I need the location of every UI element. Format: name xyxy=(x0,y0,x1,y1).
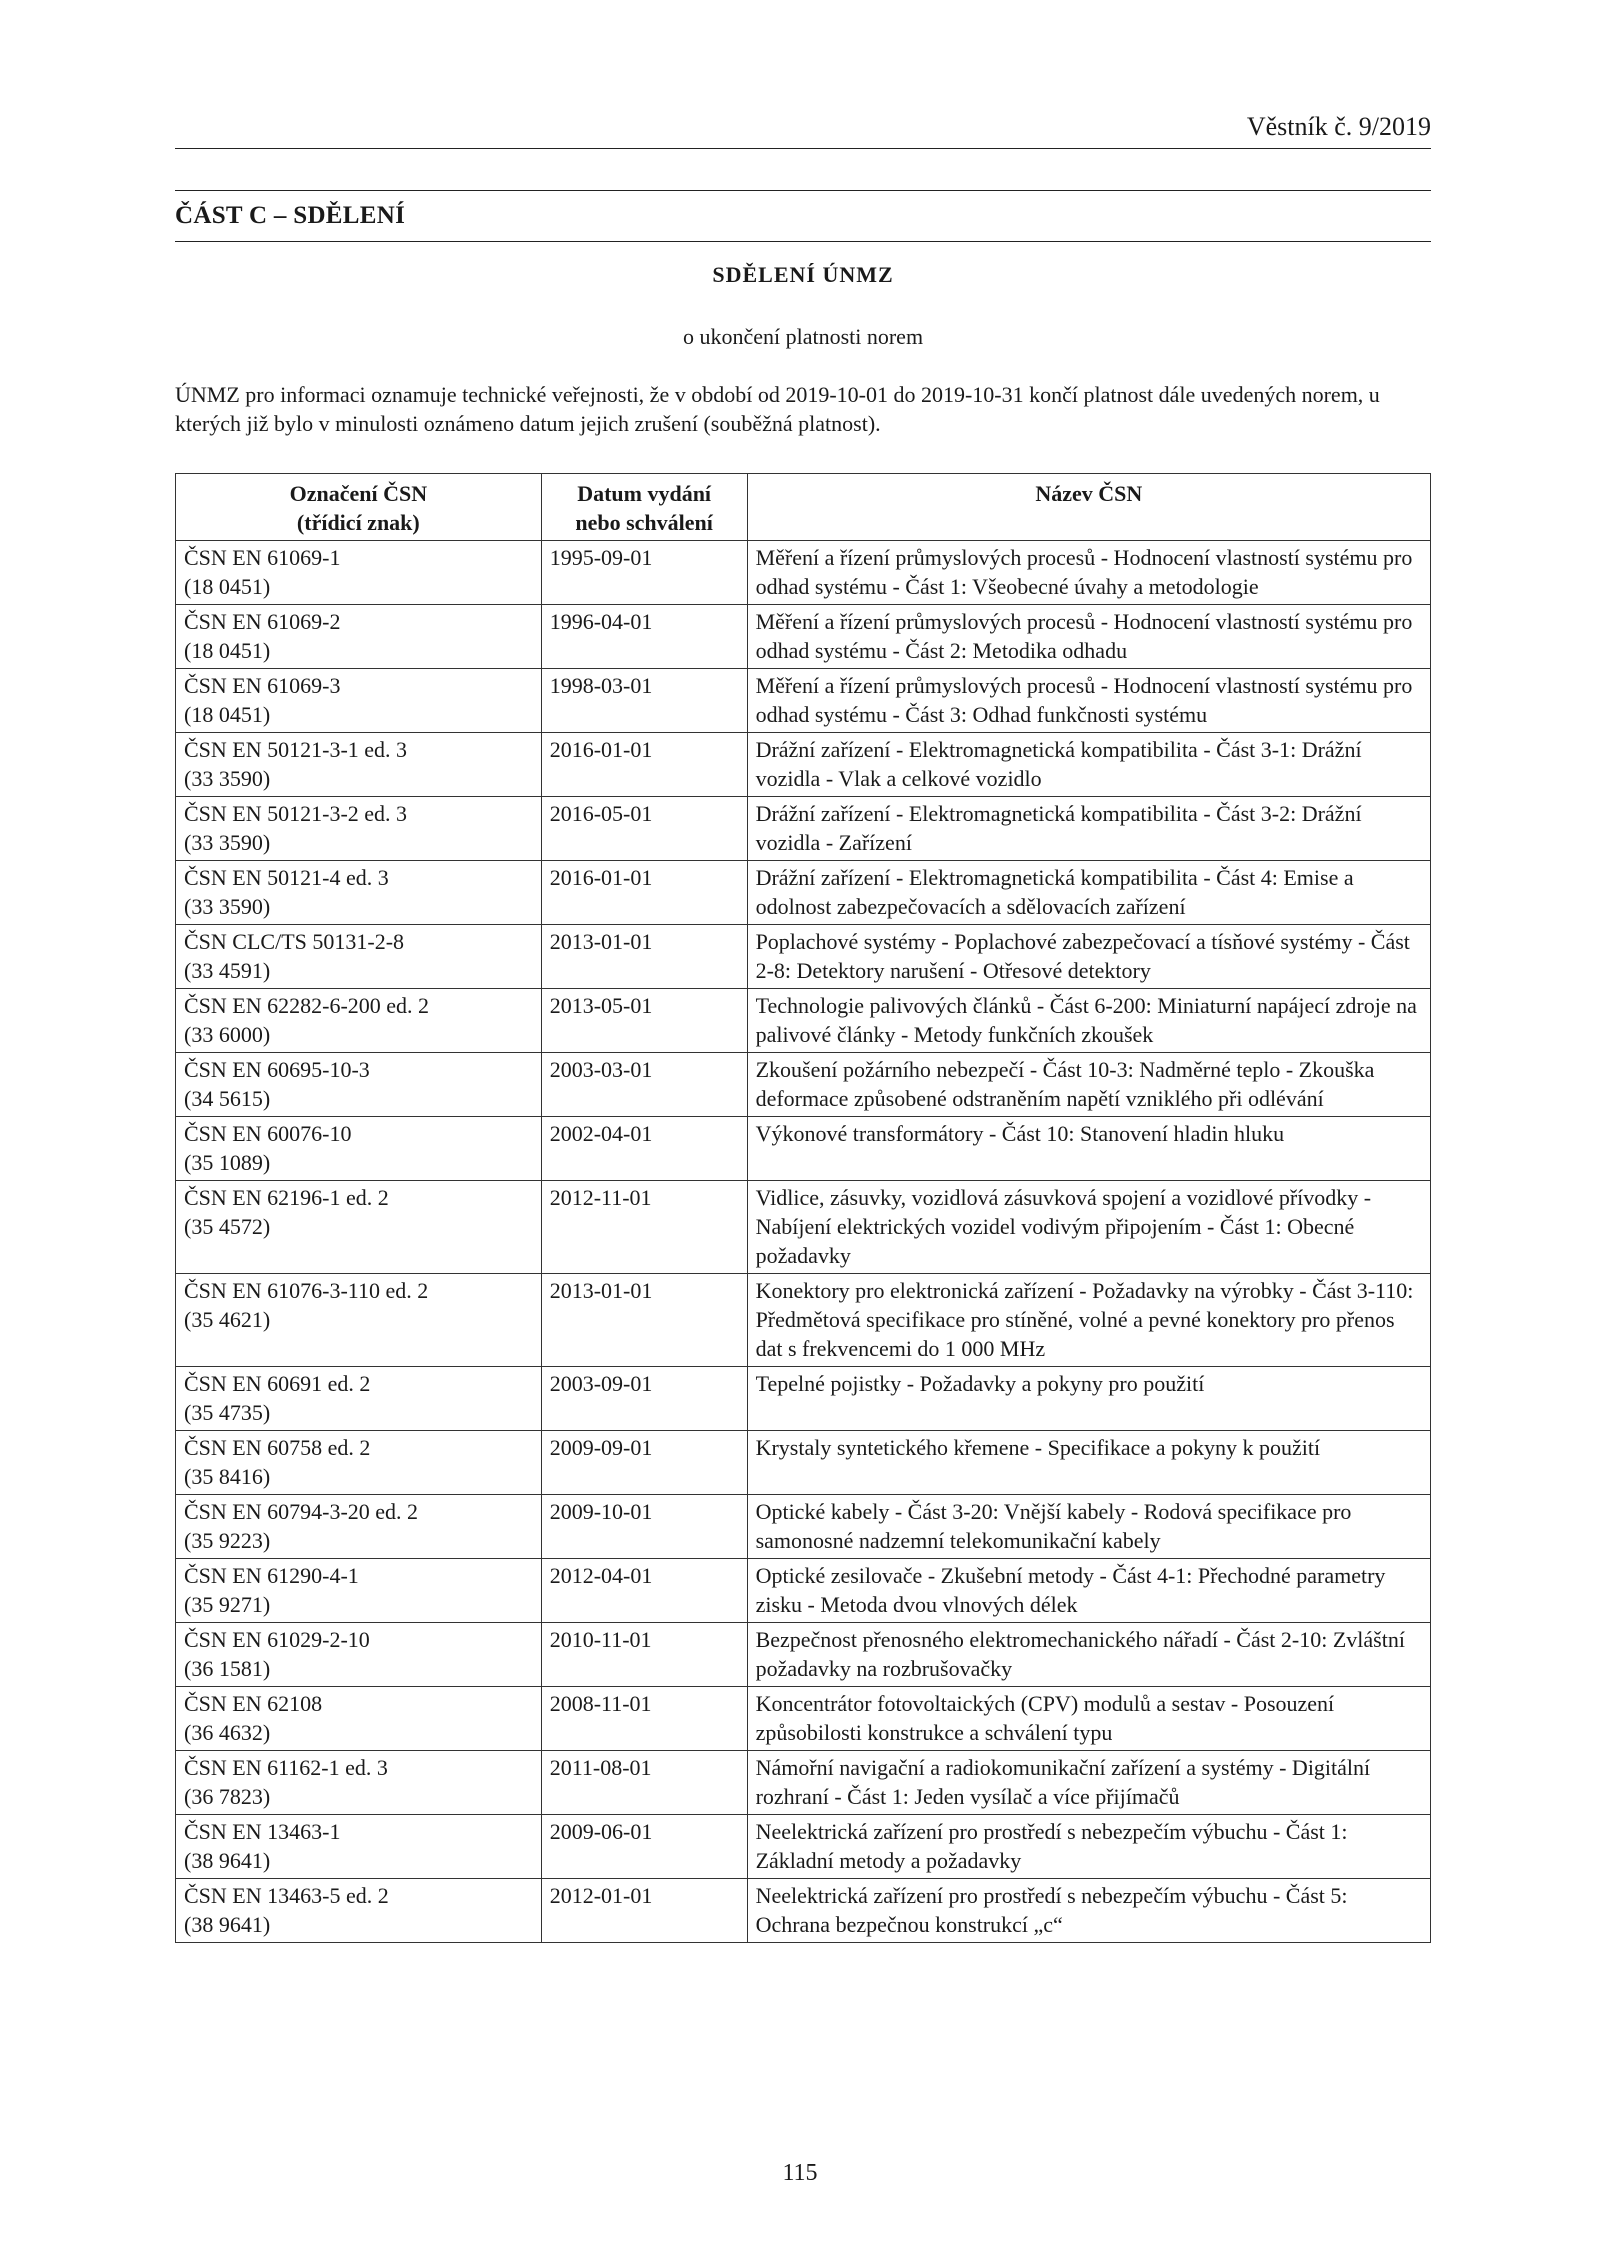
sorting-code: (33 3590) xyxy=(184,830,271,855)
cell-designation xyxy=(176,1495,542,1559)
header-date xyxy=(541,474,747,541)
cell-designation xyxy=(176,1687,542,1751)
cell-designation xyxy=(176,669,542,733)
cell-title: Neelektrická zařízení pro prostředí s nebezpečím výbuchu - Část 1: Základní metody a požadavky xyxy=(747,1815,1430,1879)
table-row xyxy=(176,541,1431,605)
sorting-code: (18 0451) xyxy=(184,574,271,599)
sorting-code: (33 3590) xyxy=(184,894,271,919)
csn-designation: ČSN EN 50121-4 ed. 3 xyxy=(184,865,389,890)
sorting-code: (34 5615) xyxy=(184,1086,271,1111)
cell-date: 2013-05-01 xyxy=(541,989,747,1053)
table-row xyxy=(176,1053,1431,1117)
cell-designation xyxy=(176,861,542,925)
cell-title: Koncentrátor fotovoltaických (CPV) modulů a sestav - Posouzení způsobilosti konstrukce a schválení typu xyxy=(747,1687,1430,1751)
cell-designation xyxy=(176,1053,542,1117)
cell-title: Krystaly syntetického křemene - Specifikace a pokyny k použití xyxy=(747,1431,1430,1495)
csn-designation: ČSN CLC/TS 50131-2-8 xyxy=(184,929,405,954)
cell-title: Výkonové transformátory - Část 10: Stanovení hladin hluku xyxy=(747,1117,1430,1181)
cell-date: 1998-03-01 xyxy=(541,669,747,733)
cell-date: 2013-01-01 xyxy=(541,1274,747,1367)
cell-date: 1995-09-01 xyxy=(541,541,747,605)
table-row xyxy=(176,861,1431,925)
sorting-code: (36 7823) xyxy=(184,1784,271,1809)
header-date-line2: nebo schválení xyxy=(575,510,713,535)
sorting-code: (38 9641) xyxy=(184,1848,271,1873)
csn-designation: ČSN EN 50121-3-2 ed. 3 xyxy=(184,801,408,826)
journal-header: Věstník č. 9/2019 xyxy=(175,112,1431,149)
notice-title: SDĚLENÍ ÚNMZ xyxy=(712,262,894,287)
cell-designation xyxy=(176,797,542,861)
table-row xyxy=(176,925,1431,989)
header-date-line1: Datum vydání xyxy=(577,481,712,506)
csn-designation: ČSN EN 50121-3-1 ed. 3 xyxy=(184,737,408,762)
sorting-code: (18 0451) xyxy=(184,702,271,727)
cell-date: 2009-10-01 xyxy=(541,1495,747,1559)
cell-designation xyxy=(176,1181,542,1274)
cell-title: Drážní zařízení - Elektromagnetická kompatibilita - Část 3-1: Drážní vozidla - Vlak a celkové vozidlo xyxy=(747,733,1430,797)
csn-designation: ČSN EN 62282-6-200 ed. 2 xyxy=(184,993,430,1018)
cell-designation xyxy=(176,1623,542,1687)
cell-designation xyxy=(176,1815,542,1879)
sorting-code: (33 3590) xyxy=(184,766,271,791)
csn-designation: ČSN EN 60758 ed. 2 xyxy=(184,1435,371,1460)
table-row xyxy=(176,605,1431,669)
header-designation-line1: Označení ČSN xyxy=(289,481,428,506)
csn-designation: ČSN EN 61069-3 xyxy=(184,673,341,698)
standards-table xyxy=(175,473,1431,1943)
cell-title: Měření a řízení průmyslových procesů - Hodnocení vlastností systému pro odhad systému - Část 1: Všeobecné úvahy a metodologie xyxy=(747,541,1430,605)
table-row xyxy=(176,1181,1431,1274)
table-header-row xyxy=(176,474,1431,541)
cell-designation xyxy=(176,1117,542,1181)
cell-designation xyxy=(176,989,542,1053)
cell-title: Neelektrická zařízení pro prostředí s nebezpečím výbuchu - Část 5: Ochrana bezpečnou konstrukcí „c“ xyxy=(747,1879,1430,1943)
cell-date: 2012-04-01 xyxy=(541,1559,747,1623)
cell-date: 2003-03-01 xyxy=(541,1053,747,1117)
sorting-code: (35 4572) xyxy=(184,1214,271,1239)
cell-designation xyxy=(176,925,542,989)
cell-title: Drážní zařízení - Elektromagnetická kompatibilita - Část 4: Emise a odolnost zabezpečovacích a sdělovacích zařízení xyxy=(747,861,1430,925)
csn-designation: ČSN EN 60691 ed. 2 xyxy=(184,1371,371,1396)
sorting-code: (35 4621) xyxy=(184,1307,271,1332)
cell-date: 2003-09-01 xyxy=(541,1367,747,1431)
table-row xyxy=(176,1815,1431,1879)
cell-designation xyxy=(176,1751,542,1815)
cell-title: Vidlice, zásuvky, vozidlová zásuvková spojení a vozidlové přívodky - Nabíjení elektrických vozidel vodivým připojením - Část 1: Obecné požadavky xyxy=(747,1181,1430,1274)
csn-designation: ČSN EN 13463-5 ed. 2 xyxy=(184,1883,389,1908)
csn-designation: ČSN EN 61290-4-1 xyxy=(184,1563,359,1588)
table-row xyxy=(176,1117,1431,1181)
csn-designation: ČSN EN 61069-1 xyxy=(184,545,341,570)
cell-designation xyxy=(176,1879,542,1943)
cell-designation xyxy=(176,1431,542,1495)
sorting-code: (35 1089) xyxy=(184,1150,271,1175)
table-row xyxy=(176,733,1431,797)
sorting-code: (35 9271) xyxy=(184,1592,271,1617)
sorting-code: (33 6000) xyxy=(184,1022,271,1047)
csn-designation: ČSN EN 60794-3-20 ed. 2 xyxy=(184,1499,419,1524)
cell-title: Drážní zařízení - Elektromagnetická kompatibilita - Část 3-2: Drážní vozidla - Zařízení xyxy=(747,797,1430,861)
cell-title: Zkoušení požárního nebezpečí - Část 10-3: Nadměrné teplo - Zkouška deformace způsobené odstraněním napětí vzniklého při odlévání xyxy=(747,1053,1430,1117)
sorting-code: (33 4591) xyxy=(184,958,271,983)
cell-date: 2016-01-01 xyxy=(541,733,747,797)
csn-designation: ČSN EN 13463-1 xyxy=(184,1819,341,1844)
table-row xyxy=(176,669,1431,733)
page-number: 115 xyxy=(782,2160,818,2186)
table-row xyxy=(176,1751,1431,1815)
header-designation-line2: (třídicí znak) xyxy=(296,510,420,535)
cell-title: Technologie palivových článků - Část 6-200: Miniaturní napájecí zdroje na palivové články - Metody funkčních zkoušek xyxy=(747,989,1430,1053)
cell-title: Měření a řízení průmyslových procesů - Hodnocení vlastností systému pro odhad systému - Část 2: Metodika odhadu xyxy=(747,605,1430,669)
header-name: Název ČSN xyxy=(747,474,1430,541)
csn-designation: ČSN EN 61069-2 xyxy=(184,609,341,634)
cell-date: 2013-01-01 xyxy=(541,925,747,989)
sorting-code: (35 4735) xyxy=(184,1400,271,1425)
sorting-code: (18 0451) xyxy=(184,638,271,663)
table-row xyxy=(176,1495,1431,1559)
cell-title: Poplachové systémy - Poplachové zabezpečovací a tísňové systémy - Část 2-8: Detektory narušení - Otřesové detektory xyxy=(747,925,1430,989)
table-row xyxy=(176,1367,1431,1431)
cell-designation xyxy=(176,1274,542,1367)
cell-date: 2016-05-01 xyxy=(541,797,747,861)
table-row xyxy=(176,1431,1431,1495)
cell-title: Bezpečnost přenosného elektromechanického nářadí - Část 2-10: Zvláštní požadavky na rozbrušovačky xyxy=(747,1623,1430,1687)
cell-title: Optické zesilovače - Zkušební metody - Část 4-1: Přechodné parametry zisku - Metoda dvou vlnových délek xyxy=(747,1559,1430,1623)
cell-date: 2012-11-01 xyxy=(541,1181,747,1274)
cell-date: 2012-01-01 xyxy=(541,1879,747,1943)
csn-designation: ČSN EN 61162-1 ed. 3 xyxy=(184,1755,388,1780)
cell-designation xyxy=(176,1559,542,1623)
cell-date: 2010-11-01 xyxy=(541,1623,747,1687)
table-row xyxy=(176,989,1431,1053)
cell-designation xyxy=(176,541,542,605)
table-row xyxy=(176,1559,1431,1623)
cell-title: Tepelné pojistky - Požadavky a pokyny pro použití xyxy=(747,1367,1430,1431)
sorting-code: (35 8416) xyxy=(184,1464,271,1489)
cell-date: 1996-04-01 xyxy=(541,605,747,669)
cell-date: 2016-01-01 xyxy=(541,861,747,925)
cell-date: 2002-04-01 xyxy=(541,1117,747,1181)
cell-designation xyxy=(176,1367,542,1431)
cell-date: 2008-11-01 xyxy=(541,1687,747,1751)
header-designation xyxy=(176,474,542,541)
sorting-code: (38 9641) xyxy=(184,1912,271,1937)
cell-title: Měření a řízení průmyslových procesů - Hodnocení vlastností systému pro odhad systému - Část 3: Odhad funkčnosti systému xyxy=(747,669,1430,733)
cell-date: 2009-09-01 xyxy=(541,1431,747,1495)
notice-subtitle: o ukončení platnosti norem xyxy=(682,324,924,349)
cell-date: 2009-06-01 xyxy=(541,1815,747,1879)
sorting-code: (35 9223) xyxy=(184,1528,271,1553)
part-title: ČÁST C – SDĚLENÍ xyxy=(175,190,1431,242)
table-row xyxy=(176,797,1431,861)
cell-title: Optické kabely - Část 3-20: Vnější kabely - Rodová specifikace pro samonosné nadzemní telekomunikační kabely xyxy=(747,1495,1430,1559)
cell-date: 2011-08-01 xyxy=(541,1751,747,1815)
cell-title: Námořní navigační a radiokomunikační zařízení a systémy - Digitální rozhraní - Část 1: Jeden vysílač a více přijímačů xyxy=(747,1751,1430,1815)
csn-designation: ČSN EN 62196-1 ed. 2 xyxy=(184,1185,389,1210)
table-row xyxy=(176,1623,1431,1687)
sorting-code: (36 1581) xyxy=(184,1656,271,1681)
table-row xyxy=(176,1274,1431,1367)
table-row xyxy=(176,1879,1431,1943)
cell-designation xyxy=(176,733,542,797)
csn-designation: ČSN EN 60695-10-3 xyxy=(184,1057,370,1082)
table-row xyxy=(176,1687,1431,1751)
csn-designation: ČSN EN 61029-2-10 xyxy=(184,1627,370,1652)
notice-intro: ÚNMZ pro informaci oznamuje technické veřejnosti, že v období od 2019-10-01 do 2019-10-31 končí platnost dále uvedených norem, u kterých již bylo v minulosti oznámeno datum jejich zrušení (souběžná platnost). xyxy=(175,382,1380,436)
csn-designation: ČSN EN 60076-10 xyxy=(184,1121,352,1146)
sorting-code: (36 4632) xyxy=(184,1720,271,1745)
csn-designation: ČSN EN 61076-3-110 ed. 2 xyxy=(184,1278,429,1303)
cell-title: Konektory pro elektronická zařízení - Požadavky na výrobky - Část 3-110: Předmětová specifikace pro stíněné, volné a pevné konektory pro přenos dat s frekvencemi do 1 000 MHz xyxy=(747,1274,1430,1367)
cell-designation xyxy=(176,605,542,669)
csn-designation: ČSN EN 62108 xyxy=(184,1691,323,1716)
